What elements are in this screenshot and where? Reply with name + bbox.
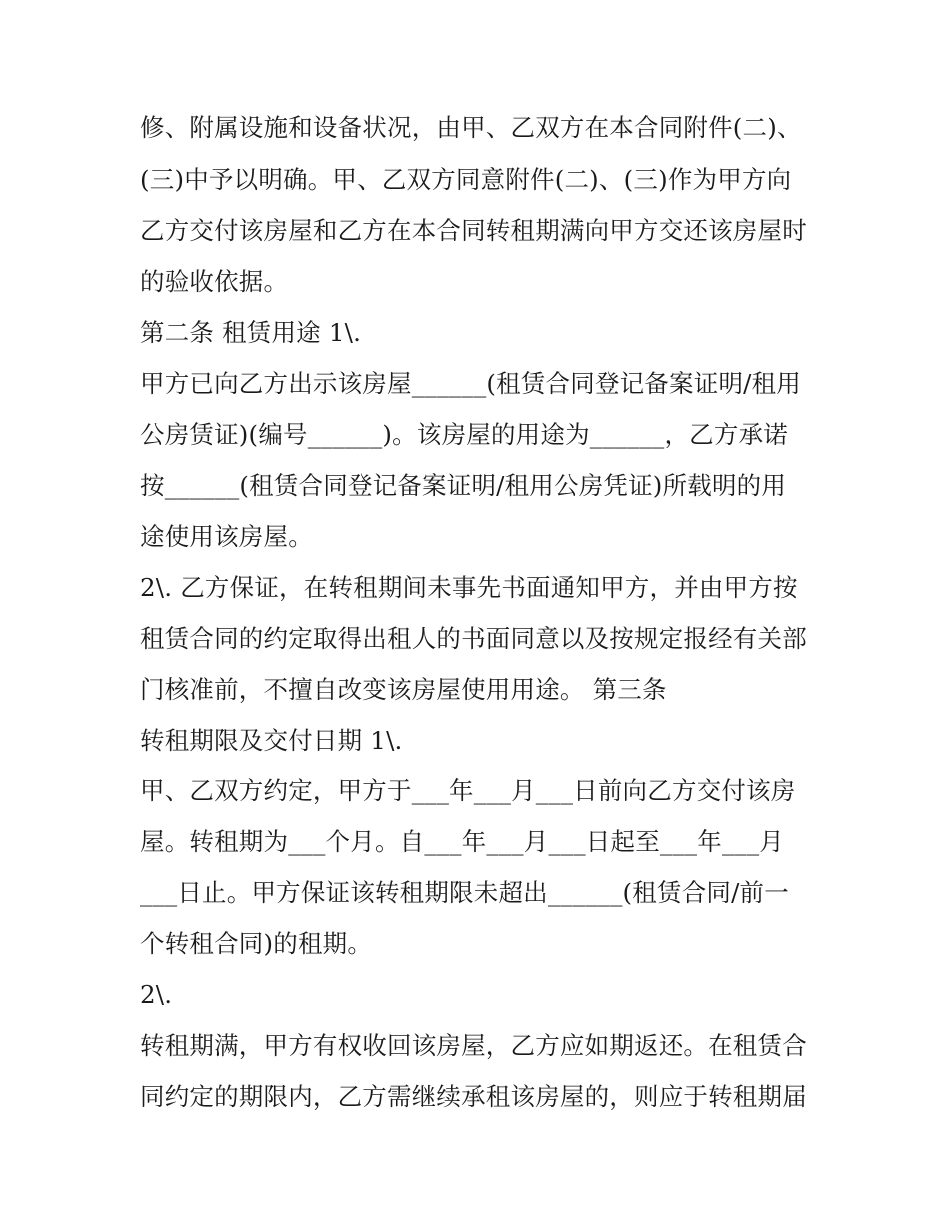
text-line: 公房赁证)(编号______)。该房屋的用途为______，乙方承诺 <box>140 420 788 449</box>
text-line: 按______(租赁合同登记备案证明/租用公房凭证)所载明的用 <box>140 471 787 500</box>
text-line: 转租期满，甲方有权收回该房屋，乙方应如期返还。在租赁合 <box>140 1031 807 1060</box>
text-line: 修、附属设施和设备状况，由甲、乙双方在本合同附件(二)、 <box>140 113 802 142</box>
text-line: 乙方交付该房屋和乙方在本合同转租期满向甲方交还该房屋时 <box>140 216 807 245</box>
text-line: 2\. <box>140 980 173 1009</box>
text-line: 屋。转租期为___个月。自___年___月___日起至___年___月 <box>140 827 784 856</box>
text-line: 2\. 乙方保证，在转租期间未事先书面通知甲方，并由甲方按 <box>140 573 798 602</box>
text-line: 甲、乙双方约定，甲方于___年___月___日前向乙方交付该房 <box>140 776 796 805</box>
text-line: 个转租合同)的租期。 <box>140 929 373 958</box>
text-line: 租赁合同的约定取得出租人的书面同意以及按规定报经有关部 <box>140 624 807 653</box>
text-line: 同约定的期限内，乙方需继续承租该房屋的，则应于转租期届 <box>140 1082 807 1111</box>
text-line: (三)中予以明确。甲、乙双方同意附件(二)、(三)作为甲方向 <box>140 165 792 194</box>
text-line: 甲方已向乙方出示该房屋______(租赁合同登记备案证明/租用 <box>140 369 802 398</box>
text-line: 的验收依据。 <box>140 267 289 296</box>
text-line: 途使用该房屋。 <box>140 522 313 551</box>
text-line: 门核准前，不擅自改变该房屋使用用途。 第三条 <box>140 675 667 704</box>
text-line: ___日止。甲方保证该转租期限未超出______(租赁合同/前一 <box>140 878 789 907</box>
article-heading: 转租期限及交付日期 1\. <box>140 726 403 755</box>
article-heading: 第二条 租赁用途 1\. <box>140 318 362 347</box>
